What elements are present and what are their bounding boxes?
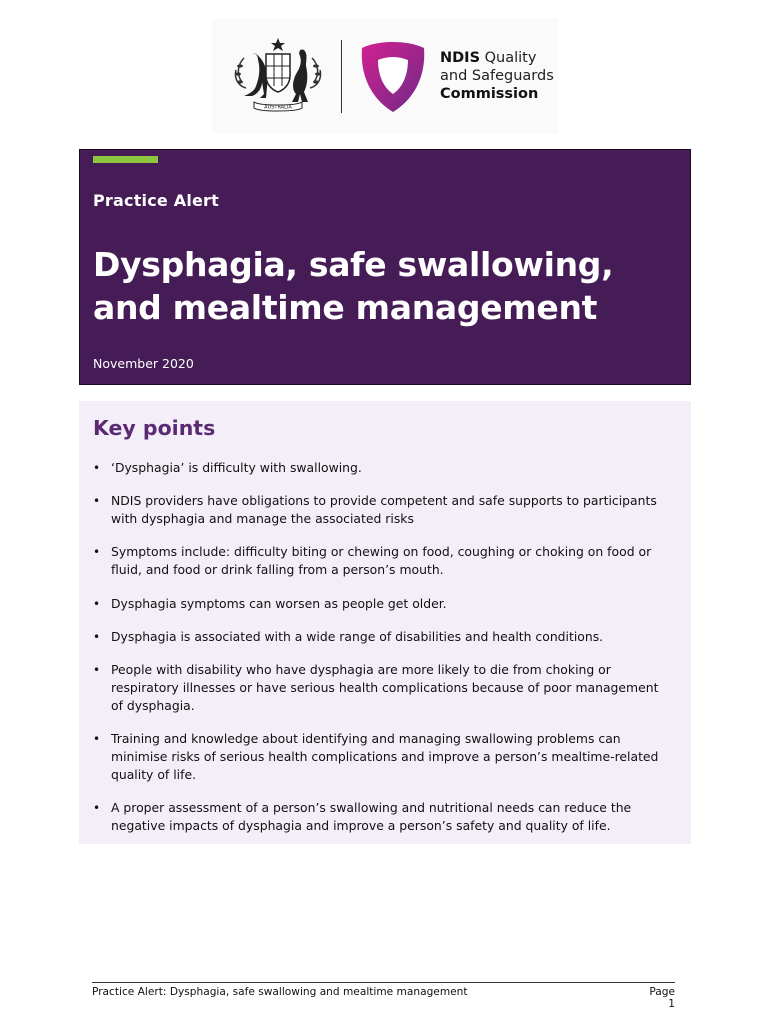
publication-date: November 2020 xyxy=(93,356,194,371)
list-item xyxy=(91,628,671,646)
bullet-icon: • xyxy=(93,461,101,475)
list-item-text: Dysphagia is associated with a wide range of disabilities and health conditions. xyxy=(111,628,604,644)
list-item-text: Training and knowledge about identifying and managing swallowing problems can minimise risks of serious health complications and improve a person’s mealtime-related quality of life. xyxy=(111,731,659,783)
list-item xyxy=(91,730,671,784)
list-item xyxy=(91,595,671,613)
bullet-icon: • xyxy=(93,732,101,747)
bullet-icon: • xyxy=(93,662,101,677)
bullet-icon: • xyxy=(93,596,101,611)
key-points-list xyxy=(91,459,671,851)
key-points-heading: Key points xyxy=(93,416,216,440)
list-item-text: A proper assessment of a person’s swallowing and nutritional needs can reduce the negative impacts of dysphagia and improve a person’s safety and quality of life. xyxy=(111,800,632,834)
list-item xyxy=(91,543,671,579)
bullet-icon: • xyxy=(93,545,101,560)
crest-scroll-text: AUSTRALIA xyxy=(264,104,292,111)
logo-safeguards: and Safeguards xyxy=(440,68,554,84)
document-type-label: Practice Alert xyxy=(93,191,219,210)
ndis-commission-wordmark xyxy=(440,49,554,103)
bullet-icon: • xyxy=(93,801,101,816)
list-item-text: Dysphagia symptoms can worsen as people get older. xyxy=(111,595,447,611)
logo-quality: Quality xyxy=(480,50,537,66)
document-title: Dysphagia, safe swallowing, and mealtime management xyxy=(93,245,614,327)
footer-title: Practice Alert: Dysphagia, safe swallowing and mealtime management xyxy=(92,986,468,998)
bullet-icon: • xyxy=(93,494,101,509)
title-banner xyxy=(79,149,691,385)
list-item xyxy=(91,661,671,715)
logo-ndis-bold: NDIS xyxy=(440,50,481,66)
key-points-panel xyxy=(79,401,691,844)
page-number: Page 1 xyxy=(649,986,675,1010)
list-item-text: People with disability who have dysphagia are more likely to die from choking or respiratory illnesses or have serious health complications because of poor management of dysphagia. xyxy=(111,661,659,713)
australian-coat-of-arms-logo xyxy=(230,36,326,116)
logo-commission: Commission xyxy=(440,86,539,102)
list-item-text: ‘Dysphagia’ is difficulty with swallowing. xyxy=(111,460,362,475)
footer-divider xyxy=(92,982,675,983)
ndis-shield-logo xyxy=(358,38,428,114)
list-item xyxy=(91,492,671,528)
list-item-text: Symptoms include: difficulty biting or chewing on food, coughing or choking on food or fluid, and food or drink falling from a person’s mouth. xyxy=(111,544,652,578)
list-item-text: NDIS providers have obligations to provide competent and safe supports to participants with dysphagia and manage the associated risks xyxy=(111,493,657,527)
accent-bar xyxy=(93,156,158,163)
list-item xyxy=(91,799,671,835)
bullet-icon: • xyxy=(93,629,101,644)
logo-divider xyxy=(341,40,342,113)
list-item xyxy=(91,459,671,477)
